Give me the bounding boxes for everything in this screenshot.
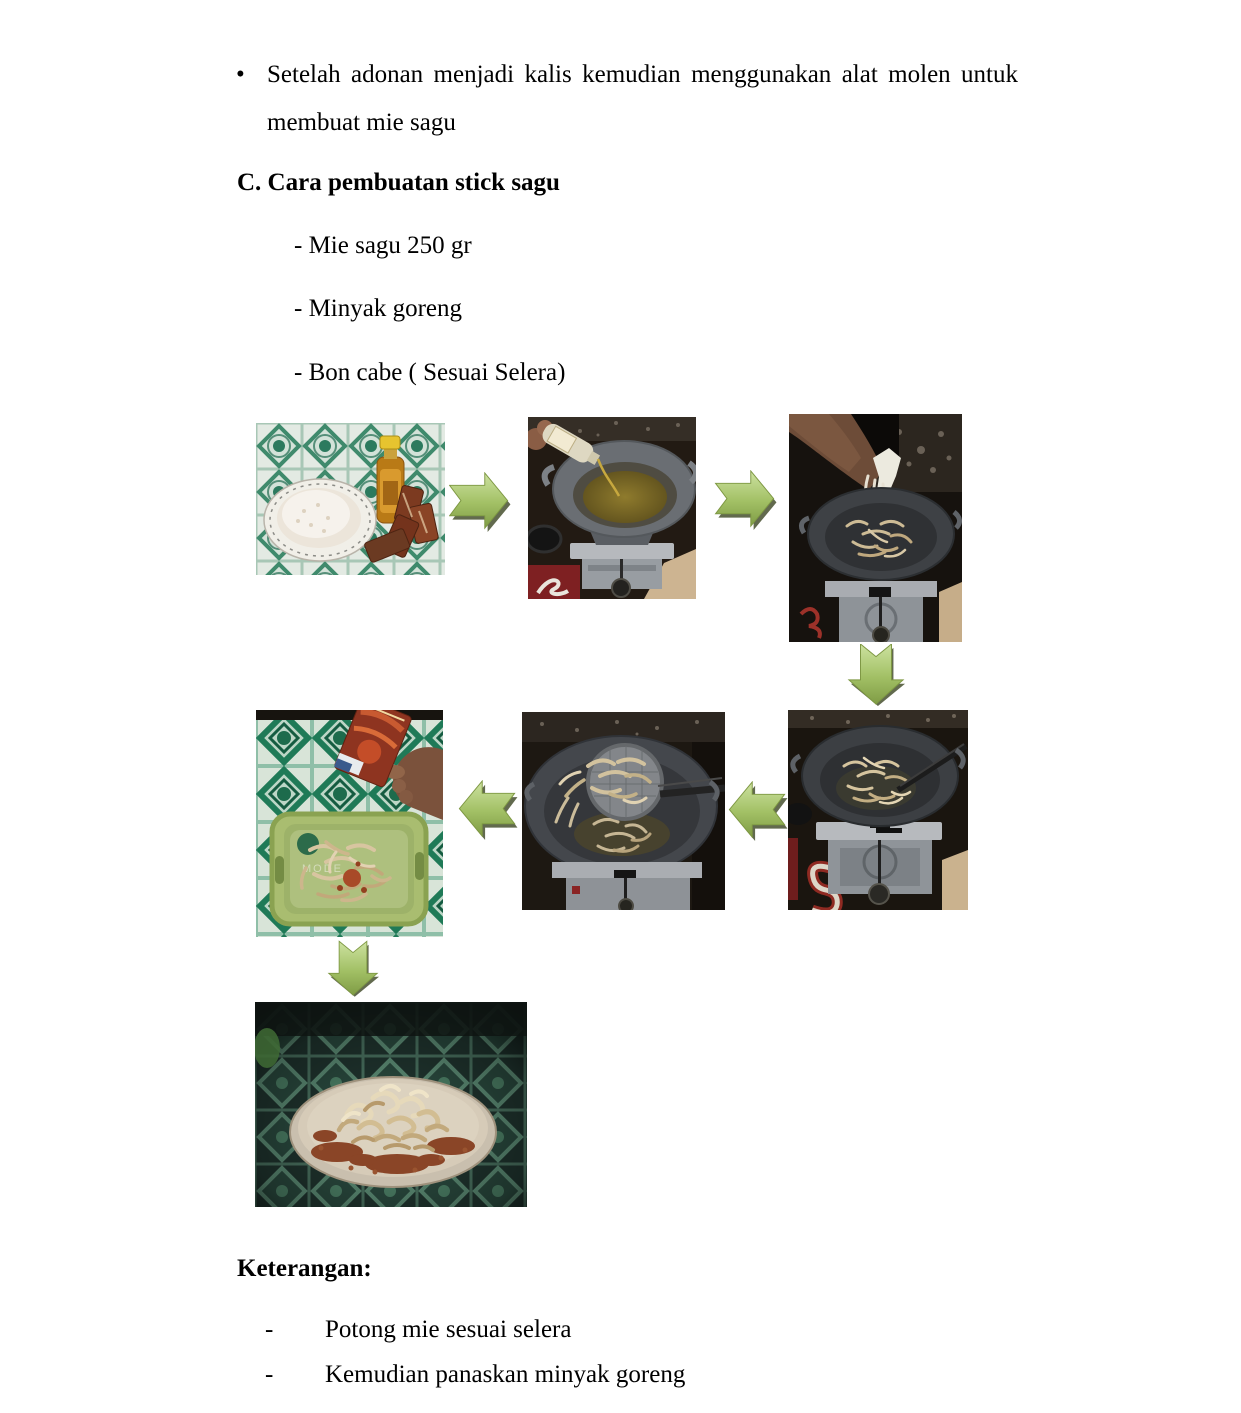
fry-noodles-photo bbox=[788, 710, 968, 910]
finished-stick-sagu-plate-photo bbox=[255, 1002, 527, 1207]
keterangan-heading: Keterangan: bbox=[237, 1255, 372, 1282]
strain-noodles-photo bbox=[522, 712, 725, 910]
pour-oil-into-wok-photo bbox=[528, 417, 696, 599]
keterangan-item: Potong mie sesuai selera bbox=[325, 1316, 572, 1343]
section-heading: C. Cara pembuatan stick sagu bbox=[237, 169, 560, 196]
arrow-right-icon bbox=[714, 470, 778, 530]
keterangan-item-marker: - bbox=[265, 1361, 274, 1388]
bullet-marker: • bbox=[236, 61, 245, 88]
ingredient-item: - Bon cabe ( Sesuai Selera) bbox=[294, 359, 566, 386]
bullet-line-1: Setelah adonan menjadi kalis kemudian menggunakan alat molen untuk bbox=[267, 61, 1018, 88]
ingredients-photo bbox=[256, 423, 445, 575]
tray-brand-text: MODE bbox=[302, 863, 343, 875]
arrow-left-icon bbox=[456, 780, 518, 840]
season-in-tray-photo bbox=[256, 710, 443, 937]
drop-noodles-into-wok-photo bbox=[789, 414, 962, 642]
ingredient-item: - Mie sagu 250 gr bbox=[294, 232, 472, 259]
arrow-right-icon bbox=[449, 472, 511, 532]
arrow-down-icon bbox=[327, 938, 379, 1000]
ingredient-item: - Minyak goreng bbox=[294, 295, 463, 322]
bullet-line-2: membuat mie sagu bbox=[267, 109, 456, 136]
arrow-left-icon bbox=[726, 781, 788, 841]
keterangan-item: Kemudian panaskan minyak goreng bbox=[325, 1361, 686, 1388]
keterangan-item-marker: - bbox=[265, 1316, 274, 1343]
arrow-down-icon bbox=[846, 644, 906, 706]
